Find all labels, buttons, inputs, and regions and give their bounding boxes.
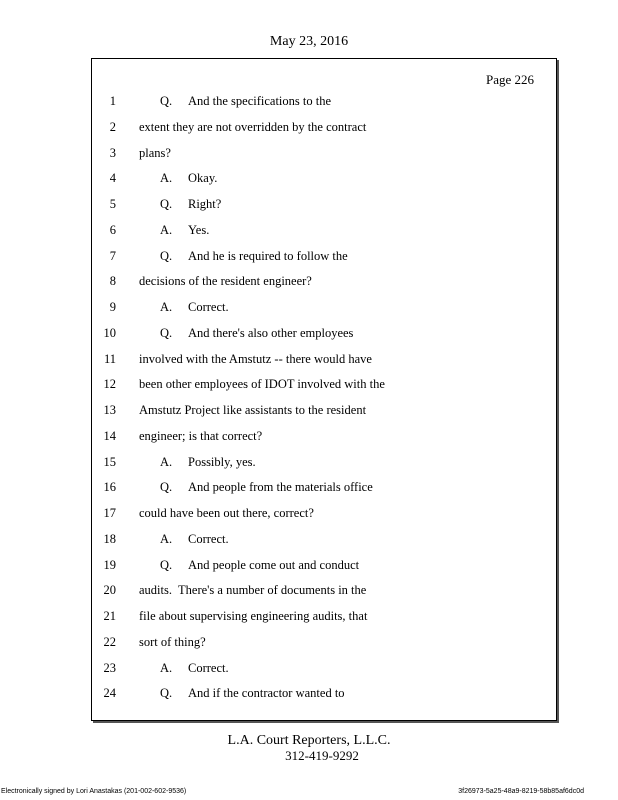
line-number: 20 bbox=[103, 583, 116, 598]
line-text: And the specifications to the bbox=[188, 94, 332, 108]
electronic-signature: Electronically signed by Lori Anastakas (201-002-602-9536) bbox=[1, 788, 187, 795]
line-text: Correct. bbox=[188, 300, 229, 314]
transcript-line bbox=[92, 506, 558, 524]
speaker-label: Q. bbox=[160, 197, 173, 211]
document-id: 3f26973-5a25-48a9-8219-58b85af6dc0d bbox=[458, 788, 584, 795]
transcript-line bbox=[92, 300, 558, 318]
line-number: 3 bbox=[109, 145, 116, 160]
speaker-label: Q. bbox=[160, 686, 173, 701]
transcript-line bbox=[92, 171, 558, 189]
line-number: 16 bbox=[103, 480, 116, 495]
line-number: 17 bbox=[103, 506, 116, 520]
speaker-label: A. bbox=[160, 531, 173, 546]
line-number: 1 bbox=[109, 94, 116, 108]
line-text: Correct. bbox=[188, 660, 229, 675]
transcript-line bbox=[92, 403, 558, 421]
line-text: Correct. bbox=[188, 531, 229, 546]
line-text: Yes. bbox=[188, 222, 210, 237]
line-text: could have been out there, correct? bbox=[139, 506, 314, 520]
line-number: 2 bbox=[109, 119, 116, 134]
line-text: And people come out and conduct bbox=[188, 557, 360, 572]
transcript-line bbox=[92, 146, 558, 164]
speaker-label: A. bbox=[160, 300, 173, 314]
line-number: 14 bbox=[103, 428, 116, 443]
line-number: 22 bbox=[103, 634, 116, 649]
line-number: 5 bbox=[109, 197, 116, 211]
line-number: 24 bbox=[103, 686, 116, 701]
line-number: 23 bbox=[103, 660, 116, 675]
speaker-label: Q. bbox=[160, 325, 173, 340]
line-text: engineer; is that correct? bbox=[139, 428, 263, 443]
transcript-line bbox=[92, 94, 558, 112]
line-number: 12 bbox=[103, 377, 116, 392]
transcript-line bbox=[92, 197, 558, 215]
speaker-label: Q. bbox=[160, 557, 173, 572]
footer-phone: 312-419-9292 bbox=[285, 748, 359, 763]
transcript-page bbox=[91, 58, 557, 721]
line-text: And people from the materials office bbox=[188, 480, 373, 495]
line-number: 8 bbox=[109, 274, 116, 289]
transcript-line bbox=[92, 274, 558, 292]
line-text: been other employees of IDOT involved with the bbox=[139, 377, 385, 392]
transcript-line bbox=[92, 377, 558, 395]
transcript-line bbox=[92, 352, 558, 370]
line-text: extent they are not overridden by the contract bbox=[139, 119, 367, 134]
transcript-line bbox=[92, 480, 558, 498]
line-number: 21 bbox=[103, 609, 116, 623]
line-number: 11 bbox=[103, 351, 116, 366]
line-text: And he is required to follow the bbox=[188, 248, 348, 263]
speaker-label: A. bbox=[160, 171, 173, 186]
transcript-line bbox=[92, 429, 558, 447]
transcript-line bbox=[92, 661, 558, 679]
line-number: 15 bbox=[103, 454, 116, 469]
line-text: And there's also other employees bbox=[188, 325, 354, 340]
line-text: Right? bbox=[188, 197, 222, 211]
line-number: 7 bbox=[109, 248, 116, 263]
transcript-line bbox=[92, 609, 558, 627]
line-text: decisions of the resident engineer? bbox=[139, 274, 312, 289]
footer-firm: L.A. Court Reporters, L.L.C. bbox=[227, 733, 391, 748]
line-text: Possibly, yes. bbox=[188, 454, 256, 469]
transcript-line bbox=[92, 326, 558, 344]
line-text: Okay. bbox=[188, 171, 218, 186]
transcript-line bbox=[92, 558, 558, 576]
line-number: 4 bbox=[109, 171, 116, 186]
line-number: 10 bbox=[103, 325, 116, 340]
speaker-label: A. bbox=[160, 454, 173, 469]
line-number: 13 bbox=[103, 403, 116, 417]
transcript-line bbox=[92, 249, 558, 267]
speaker-label: A. bbox=[160, 222, 173, 237]
line-text: involved with the Amstutz -- there would have bbox=[139, 351, 372, 366]
transcript-line bbox=[92, 455, 558, 473]
header-date: May 23, 2016 bbox=[269, 34, 349, 49]
line-text: And if the contractor wanted to bbox=[188, 686, 345, 701]
line-text: file about supervising engineering audits, that bbox=[139, 609, 368, 623]
transcript-line bbox=[92, 635, 558, 653]
line-number: 19 bbox=[103, 557, 116, 572]
line-number: 18 bbox=[103, 531, 116, 546]
transcript-line bbox=[92, 686, 558, 704]
speaker-label: Q. bbox=[160, 480, 173, 495]
page-number: Page 226 bbox=[485, 72, 534, 87]
transcript-line bbox=[92, 120, 558, 138]
line-text: plans? bbox=[139, 145, 171, 160]
line-number: 6 bbox=[109, 222, 116, 237]
speaker-label: A. bbox=[160, 660, 173, 675]
line-text: Amstutz Project like assistants to the resident bbox=[139, 403, 367, 417]
transcript-line bbox=[92, 583, 558, 601]
transcript-line bbox=[92, 532, 558, 550]
speaker-label: Q. bbox=[160, 94, 173, 108]
line-text: sort of thing? bbox=[139, 634, 206, 649]
speaker-label: Q. bbox=[160, 248, 173, 263]
transcript-line bbox=[92, 223, 558, 241]
line-number: 9 bbox=[109, 300, 116, 314]
line-text: audits. There's a number of documents in the bbox=[139, 583, 367, 598]
